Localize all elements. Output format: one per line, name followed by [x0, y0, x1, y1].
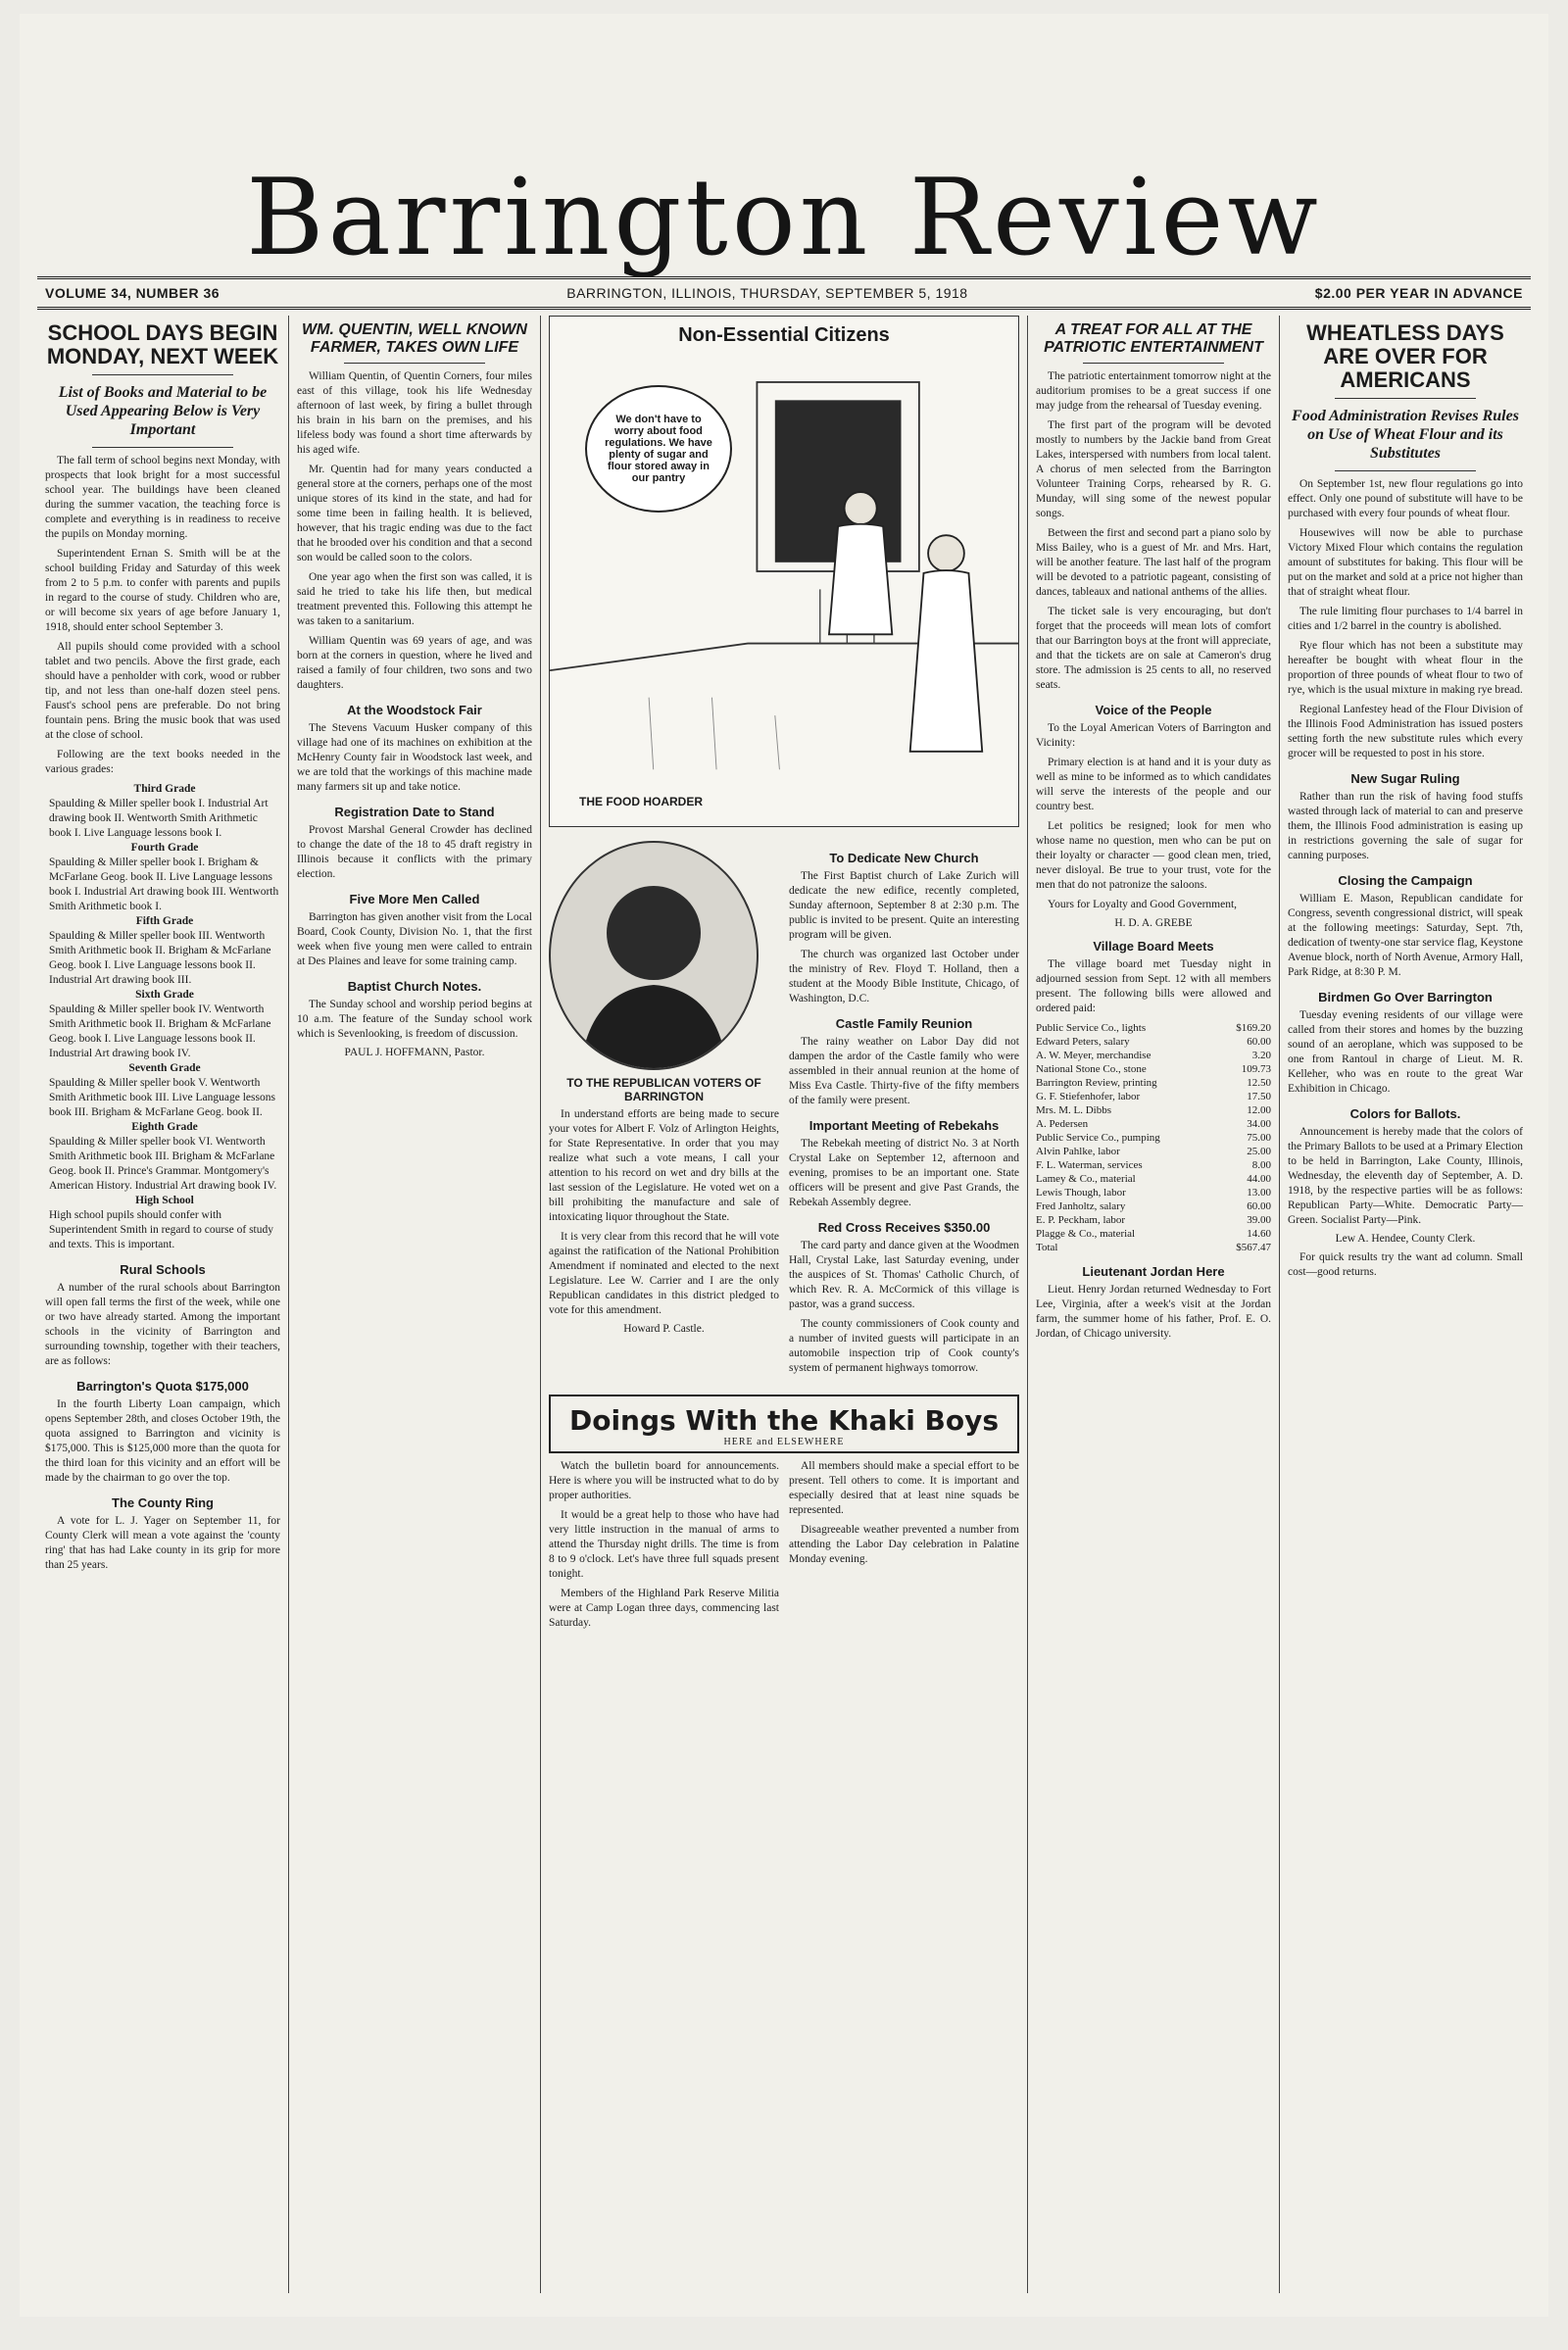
cartoon-panel [549, 316, 1019, 827]
khaki-subtitle: HERE and ELSEWHERE [723, 1437, 845, 1447]
paragraph: Tuesday evening residents of our village were called from their stores and homes by the buzzing sound of an aeroplane, which was supposed to be one from Rantoul in charge of Lieut. M. R. Kelleher, who was en route to the great War Exhibition in Chicago. [1288, 1009, 1523, 1095]
voice-article [1036, 721, 1271, 912]
paragraph: The rainy weather on Labor Day did not dampen the ardor of the Castle family who were assembled in their annual reunion at the home of Miss Eva Castle. Thirty-five of the fifty members of the family were present. [789, 1036, 1019, 1106]
village-board-heading: Village Board Meets [1093, 939, 1214, 954]
paragraph: Rather than run the risk of having food stuffs wasted through lack of material to can and preserve them, the Illinois Food administration is easing up in restrictions governing the sale of sugar for canning purposes. [1288, 791, 1523, 861]
paragraph: In understand efforts are being made to secure your votes for Albert F. Volz of Arlington Heights, for State Representative. In order that you may realize what such a vote means, I call your attention to his record on wet and dry bills at the last session of the Legislature. He voted wet on a bill prohibiting the manufacture and sale of intoxicating liquor throughout the State. [549, 1108, 779, 1223]
voice-signature: H. D. A. GREBE [1114, 917, 1193, 929]
ledger-amount: 109.73 [1241, 1063, 1271, 1075]
ledger-item: Alvin Pahlke, labor [1036, 1146, 1120, 1157]
birdmen-heading: Birdmen Go Over Barrington [1318, 990, 1493, 1004]
wheatless-subhead: Food Administration Revises Rules on Use of Wheat Flour and its Substitutes [1292, 408, 1519, 462]
loan-quota-heading: Barrington's Quota $175,000 [76, 1379, 249, 1394]
paragraph: One year ago when the first son was called, it is said he tried to take his life then, but medical treatment prevented this. Following this attempt he was taken to a sanitarium. [297, 571, 532, 627]
paragraph: The rule limiting flour purchases to 1/4 barrel in cities and 1/2 barrel in the country is abolished. [1288, 606, 1523, 632]
paragraph: Lieut. Henry Jordan returned Wednesday to Fort Lee, Virginia, after a week's visit at the Jordan farm, the summer home of his father, Prof. E. O. Jordan, of Chicago university. [1036, 1284, 1271, 1340]
ledger-row [1036, 1227, 1271, 1241]
ledger-amount: $169.20 [1236, 1022, 1271, 1034]
ledger-row [1036, 1145, 1271, 1158]
ledger-amount: 17.50 [1247, 1091, 1271, 1102]
ledger-row [1036, 1035, 1271, 1049]
five-men-heading: Five More Men Called [349, 892, 480, 906]
ledger-row [1036, 1049, 1271, 1062]
ledger-amount: 8.00 [1251, 1159, 1271, 1171]
column-school [37, 316, 289, 2293]
grade-books: Spaulding & Miller speller book V. Wentworth Smith Arithmetic book III. Live Language lessons book III. Brigham & McFarlane Geog. book II. [49, 1077, 275, 1118]
ledger-amount: 12.00 [1247, 1104, 1271, 1116]
paragraph: Housewives will now be able to purchase Victory Mixed Flour which contains the regulation amount of substitutes for baking. This flour will be put on the market and sold at a price not higher than that of straight wheat flour. [1288, 527, 1523, 598]
paragraph: A number of the rural schools about Barrington will open fall terms the first of the week, while one or two have already started. Among the important schools in the vicinity of Barrington and surrounding township, together with their teachers, are as follows: [45, 1282, 280, 1367]
ledger-item: Fred Janholtz, salary [1036, 1200, 1126, 1212]
paragraph: All pupils should come provided with a school tablet and two pencils. Above the first grade, each should have a penholder with cork, wood or rubber tip, and not less than one-half dozen steel pens. Faust's school pens are preferable. Do not bring fountain pens. Bring the music book that was used at the close of school. [45, 641, 280, 741]
divider [1083, 363, 1224, 364]
ledger-amount: 12.50 [1247, 1077, 1271, 1089]
column-treat [1028, 316, 1280, 2293]
registration-heading: Registration Date to Stand [334, 805, 495, 819]
khaki-article [549, 1459, 1019, 1636]
ledger-item: Public Service Co., pumping [1036, 1132, 1160, 1144]
voters-section [549, 841, 1019, 1381]
paragraph: Rye flour which has not been a substitute may hereafter be bought with wheat flour in the proportion of three pounds of wheat flour to two of rye, which is the usual mixture in making rye bread. [1288, 640, 1523, 696]
paragraph: The county commissioners of Cook county and a number of invited guests will participate in an automobile inspection trip of Cook county's system of permanent highways tomorrow. [789, 1318, 1019, 1374]
pastor-signature: PAUL J. HOFFMANN, Pastor. [344, 1047, 485, 1058]
ledger-amount: $567.47 [1236, 1242, 1271, 1253]
quentin-headline: WM. QUENTIN, WELL KNOWN FARMER, TAKES OWN LIFE [302, 321, 527, 356]
ledger-item: Lewis Though, labor [1036, 1187, 1126, 1199]
ballot-colors-heading: Colors for Ballots. [1349, 1106, 1461, 1121]
paragraph: On September 1st, new flour regulations go into effect. Only one pound of substitute will have to be purchased with every four pounds of wheat flour. [1288, 478, 1523, 519]
khaki-boys-banner [549, 1395, 1019, 1453]
sugar-heading: New Sugar Ruling [1350, 771, 1460, 786]
cartoon-illustration [550, 356, 1018, 787]
column-quentin [289, 316, 541, 2293]
divider [1335, 398, 1476, 399]
cartoon-caption: THE FOOD HOARDER [579, 795, 703, 808]
grade-books: High school pupils should confer with Superintendent Smith in regard to course of study and texts. This is important. [49, 1209, 274, 1250]
paragraph: It is very clear from this record that he will vote against the ratification of the National Prohibition Amendment if nominated and elected to the next Legislature. Lee W. Carrier and I are the only Republican candidates in this district pledged to vote for this amendment. [549, 1231, 779, 1316]
paragraph: Between the first and second part a piano solo by Miss Bailey, who is a guest of Mr. and Mrs. Hart, will be another feature. The last half of the program will be devoted to a patriotic pageant, consisting of dances, tableaux and national anthems of the allies. [1036, 527, 1271, 598]
ledger-amount: 3.20 [1251, 1050, 1271, 1061]
treat-article [1036, 369, 1271, 693]
divider [92, 447, 233, 448]
paragraph: Announcement is hereby made that the colors of the Primary Ballots to be used at a Primary Election to be held in Barrington, Lake County, Illinois, Wednesday, the eleventh day of September, A. D. 1918, by the respective parties will be as follows: Republican Party—White. Democratic Party—Green. Socialist Party—Pink. [1288, 1126, 1523, 1226]
grade-heading: Third Grade [133, 783, 196, 795]
cartoon-title: Non-Essential Citizens [678, 324, 890, 346]
voters-article [549, 1107, 779, 1318]
grade-heading: Sixth Grade [135, 989, 194, 1001]
ledger-row [1036, 1117, 1271, 1131]
ledger-row [1036, 1103, 1271, 1117]
ledger-item: Edward Peters, salary [1036, 1036, 1130, 1048]
ledger-amount: 44.00 [1247, 1173, 1271, 1185]
newspaper-page [20, 14, 1548, 2317]
grade-books: Spaulding & Miller speller book III. Wentworth Smith Arithmetic book II. Brigham & McFarlane Geog. book I. Live Language lessons book II. Industrial Art drawing book III. [49, 930, 271, 986]
grade-heading: High School [135, 1195, 194, 1206]
ledger-item: Mrs. M. L. Dibbs [1036, 1104, 1112, 1116]
bills-ledger [1036, 1021, 1271, 1254]
paragraph: Yours for Loyalty and Good Government, [1048, 899, 1238, 910]
quentin-article [297, 369, 532, 693]
red-cross-heading: Red Cross Receives $350.00 [817, 1220, 991, 1235]
ledger-amount: 39.00 [1247, 1214, 1271, 1226]
paragraph: Mr. Quentin had for many years conducted a general store at the corners, perhaps one of the most unique stores of its kind in the state, and had for some time been in failing health. It is believed, however, that his tragic ending was due to the fact that he brooded over his condition and that a second son would be called soon to the colors. [297, 464, 532, 563]
ledger-row [1036, 1199, 1271, 1213]
divider [1335, 470, 1476, 471]
ledger-amount: 60.00 [1247, 1200, 1271, 1212]
ledger-item: F. L. Waterman, services [1036, 1159, 1143, 1171]
ledger-item: Lamey & Co., material [1036, 1173, 1136, 1185]
ledger-row [1036, 1241, 1271, 1254]
ledger-amount: 13.00 [1247, 1187, 1271, 1199]
ledger-row [1036, 1021, 1271, 1035]
ledger-amount: 34.00 [1247, 1118, 1271, 1130]
divider [92, 374, 233, 375]
paragraph: The Sunday school and worship period begins at 10 a.m. The feature of the Sunday school work which is Sevenlooking, is freedom of discussion. [297, 999, 532, 1040]
paragraph: The patriotic entertainment tomorrow night at the auditorium promises to be a great success if one may judge from the rehearsal of Tuesday evening. [1036, 370, 1272, 412]
subscription-price: $2.00 PER YEAR IN ADVANCE [1314, 285, 1523, 301]
paragraph: The First Baptist church of Lake Zurich will dedicate the new edifice, recently completed, Sunday afternoon, September 8 at 2:30 p.m. The public is invited to be present. Quite an interesting program will be given. [789, 870, 1019, 941]
paragraph: Provost Marshal General Crowder has declined to change the date of the 18 to 45 draft registry in Illinois because it conflicts with the primary election. [297, 824, 532, 880]
ledger-item: National Stone Co., stone [1036, 1063, 1147, 1075]
divider [344, 363, 485, 364]
treat-headline: A TREAT FOR ALL AT THE PATRIOTIC ENTERTAINMENT [1044, 321, 1263, 356]
ledger-row [1036, 1213, 1271, 1227]
ledger-item: A. W. Meyer, merchandise [1036, 1050, 1152, 1061]
ledger-row [1036, 1076, 1271, 1090]
ledger-row [1036, 1186, 1271, 1199]
paragraph: In the fourth Liberty Loan campaign, which opens September 28th, and closes October 19th, the quota assigned to Barrington and vicinity is $175,000. This is $125,000 more than the quota for the third loan for this vicinity and an effort will be made by the chairman to go over the top. [45, 1398, 280, 1484]
paragraph: The fall term of school begins next Monday, with prospects that look bright for a most successful school year. The buildings have been cleaned during the summer vacation, the teaching force is complete and everything is in readiness to receive the pupils on Monday morning. [45, 455, 280, 540]
paragraph: The church was organized last October under the ministry of Rev. Floyd T. Holland, then a student at the Moody Bible Institute, Chicago, of Washington, D.C. [789, 949, 1019, 1004]
ledger-row [1036, 1172, 1271, 1186]
paragraph: The village board met Tuesday night in adjourned session from Sept. 12 with all members present. The following bills were allowed and ordered paid: [1036, 958, 1271, 1014]
dateline [37, 276, 1531, 310]
masthead [37, 14, 1531, 279]
grade-heading: Fifth Grade [135, 915, 194, 927]
portrait-illustration [551, 843, 757, 1068]
baptist-notes-heading: Baptist Church Notes. [347, 979, 482, 994]
school-headline: SCHOOL DAYS BEGIN MONDAY, NEXT WEEK [46, 320, 279, 368]
paragraph: Barrington has given another visit from the Local Board, Cook County, Division No. 1, that the first week when five young men were called to entrain at Des Plaines and leave for some training camp. [297, 911, 532, 967]
rural-schools-heading: Rural Schools [120, 1262, 206, 1277]
paragraph: William Quentin, of Quentin Corners, four miles east of this village, took his life Wednesday afternoon of last week, by firing a bullet through his brain in his barn on the premises, and his lifeless body was found a short time afterwards by his aged wife. [297, 370, 532, 456]
dedicate-heading: To Dedicate New Church [829, 851, 979, 865]
wheatless-article [1288, 477, 1523, 761]
grade-books: Spaulding & Miller speller book I. Industrial Art drawing book II. Wentworth Smith Arithmetic book I. Live Language lessons book I. [49, 798, 269, 839]
clerk-signature: Lew A. Hendee, County Clerk. [1335, 1233, 1476, 1245]
article-columns [37, 316, 1531, 2293]
school-article [45, 454, 280, 777]
paragraph: Let politics be resigned; look for men who whose name no question, men who can be put on their loyalty or character — good clean men, tried, never disloyal. Be true to your trust, vote for the men that do not patronize the saloons. [1036, 820, 1271, 891]
ledger-row [1036, 1062, 1271, 1076]
column-center [541, 316, 1028, 2293]
paragraph: The first part of the program will be devoted mostly to numbers by the Jackie band from Great Lakes, interspersed with numbers from local talent. A chorus of men selected from the Barrington Volunteer Training Corps, rehearsed by R. G. Munday, will sing some of the newest popular songs. [1036, 419, 1271, 519]
ledger-item: Barrington Review, printing [1036, 1077, 1157, 1089]
paragraph: The Rebekah meeting of district No. 3 at North Crystal Lake on September 12, afternoon and evening, promises to be an important one. State officers will be present and give Past Grands, the Rebekah Assembly degree. [789, 1138, 1019, 1208]
paragraph: Superintendent Ernan S. Smith will be at the school building Friday and Saturday of this week from 2 to 5 p.m. to confer with parents and pupils in regard to the course of study. Children who are, or will become six years of age before January 1, 1918, should enter school September 3. [45, 548, 280, 633]
want-ad-notice: For quick results try the want ad column. Small cost—good returns. [1288, 1251, 1523, 1278]
candidate-portrait [549, 841, 759, 1070]
ledger-item: A. Pedersen [1036, 1118, 1089, 1130]
column-wheatless [1280, 316, 1531, 2293]
voters-headline: TO THE REPUBLICAN VOTERS OF BARRINGTON [566, 1076, 761, 1103]
paragraph: A vote for L. J. Yager on September 11, for County Clerk will mean a vote against the 'county ring' that has had Lake county in its grip for more than 25 years. [45, 1515, 280, 1571]
school-subhead: List of Books and Material to be Used Appearing Below is Very Important [58, 384, 268, 438]
paragraph: All members should make a special effort to be present. Tell others to come. It is important and especially desired that at least nine squads be represented. [789, 1460, 1019, 1516]
ledger-row [1036, 1090, 1271, 1103]
paragraph: William Quentin was 69 years of age, and was born at the corners in question, where he lived and raised a family of four children, two sons and two daughters. [297, 635, 532, 691]
grade-heading: Seventh Grade [128, 1062, 201, 1074]
ledger-amount: 25.00 [1247, 1146, 1271, 1157]
ledger-item: Total [1036, 1242, 1058, 1253]
paragraph: It would be a great help to those who have had very little instruction in the manual of arms to attend the Thursday night drills. The time is from 8 to 9 o'clock. Let's have three full squads present tonight. [549, 1509, 779, 1580]
reunion-heading: Castle Family Reunion [835, 1016, 973, 1031]
book-list [49, 782, 280, 1252]
speech-bubble: We don't have to worry about food regulations. We have plenty of sugar and flour stored away in our pantry [585, 385, 732, 513]
voters-column [549, 841, 779, 1381]
grade-books: Spaulding & Miller speller book I. Brigham & McFarlane Geog. book II. Live Language lessons book I. Industrial Art drawing book III. Wentworth Smith Arithmetic book I. [49, 857, 279, 912]
paragraph: Members of the Highland Park Reserve Militia were at Camp Logan three days, commencing last Saturday. [549, 1588, 779, 1629]
wheatless-headline: WHEATLESS DAYS ARE OVER FOR AMERICANS [1306, 320, 1504, 392]
place-date: BARRINGTON, ILLINOIS, THURSDAY, SEPTEMBER 5, 1918 [566, 285, 968, 301]
county-ring-heading: The County Ring [112, 1495, 214, 1510]
ledger-item: Plagge & Co., material [1036, 1228, 1136, 1240]
khaki-title: Doings With the Khaki Boys [568, 1404, 1000, 1437]
paragraph: To the Loyal American Voters of Barrington and Vicinity: [1036, 722, 1271, 749]
rebekah-heading: Important Meeting of Rebekahs [808, 1118, 1000, 1133]
ledger-row [1036, 1131, 1271, 1145]
paragraph: Following are the text books needed in the various grades: [45, 749, 280, 775]
voters-signature: Howard P. Castle. [623, 1323, 705, 1335]
newspaper-title: Barrington Review [246, 157, 1322, 279]
ledger-item: Public Service Co., lights [1036, 1022, 1147, 1034]
closing-campaign-heading: Closing the Campaign [1338, 873, 1473, 888]
lieutenant-heading: Lieutenant Jordan Here [1082, 1264, 1225, 1279]
ledger-item: E. P. Peckham, labor [1036, 1214, 1126, 1226]
ledger-row [1036, 1158, 1271, 1172]
paragraph: Watch the bulletin board for announcements. Here is where you will be instructed what to do by proper authorities. [549, 1460, 779, 1501]
paragraph: Regional Lanfestey head of the Flour Division of the Illinois Food Administration has issued posters setting forth the new substitute rules which every grocer will be requested to post in his store. [1288, 704, 1523, 759]
grade-heading: Fourth Grade [130, 842, 199, 854]
ledger-item: G. F. Stiefenhofer, labor [1036, 1091, 1141, 1102]
ledger-amount: 75.00 [1247, 1132, 1271, 1144]
paragraph: Disagreeable weather prevented a number from attending the Labor Day celebration in Palatine Monday evening. [789, 1524, 1019, 1565]
grade-heading: Eighth Grade [131, 1121, 198, 1133]
voice-heading: Voice of the People [1095, 703, 1212, 717]
paragraph: William E. Mason, Republican candidate for Congress, seventh congressional district, will speak at the following meetings: Saturday, Sept. 7th, dedication of twenty-one star service flag, Keystone Avenue block, north of North Avenue, Armory Hall, Park Ridge, at 8:30 P. M. [1288, 893, 1523, 978]
paragraph: The ticket sale is very encouraging, but don't forget that the proceeds will mean lots of comfort that our Barrington boys at the front will appreciate, and that the tickets are on sale at Cameron's drug store. The admission is 25 cents to all, no reserved seats. [1036, 606, 1271, 691]
grade-books: Spaulding & Miller speller book VI. Wentworth Smith Arithmetic book III. Brigham & McFarlane Geog. book II. Prince's Grammar. Montgomery's American History. Industrial Art drawing book IV. [49, 1136, 277, 1192]
paragraph: Primary election is at hand and it is your duty as well as mine to be informed as to which candidates will serve the interests of the people and our country best. [1036, 757, 1271, 812]
volume-number: VOLUME 34, NUMBER 36 [45, 285, 220, 301]
paragraph: The card party and dance given at the Woodmen Hall, Crystal Lake, last Saturday evening, under the auspices of St. Thomas' Catholic Church, of which Rev. R. A. McCormick of this village is pastor, was a grand success. [789, 1240, 1019, 1310]
fair-heading: At the Woodstock Fair [347, 703, 482, 717]
church-column [789, 841, 1019, 1381]
paragraph: The Stevens Vacuum Husker company of this village had one of its machines on exhibition at the McHenry County fair in Woodstock last week, and we are told that the workings of this machine made many farmers sit up and take notice. [297, 722, 532, 793]
grade-books: Spaulding & Miller speller book IV. Wentworth Smith Arithmetic book II. Brigham & McFarlane Geog. book I. Live Language lessons book II. Industrial Art drawing book IV. [49, 1004, 271, 1059]
ledger-amount: 14.60 [1247, 1228, 1271, 1240]
ledger-amount: 60.00 [1247, 1036, 1271, 1048]
